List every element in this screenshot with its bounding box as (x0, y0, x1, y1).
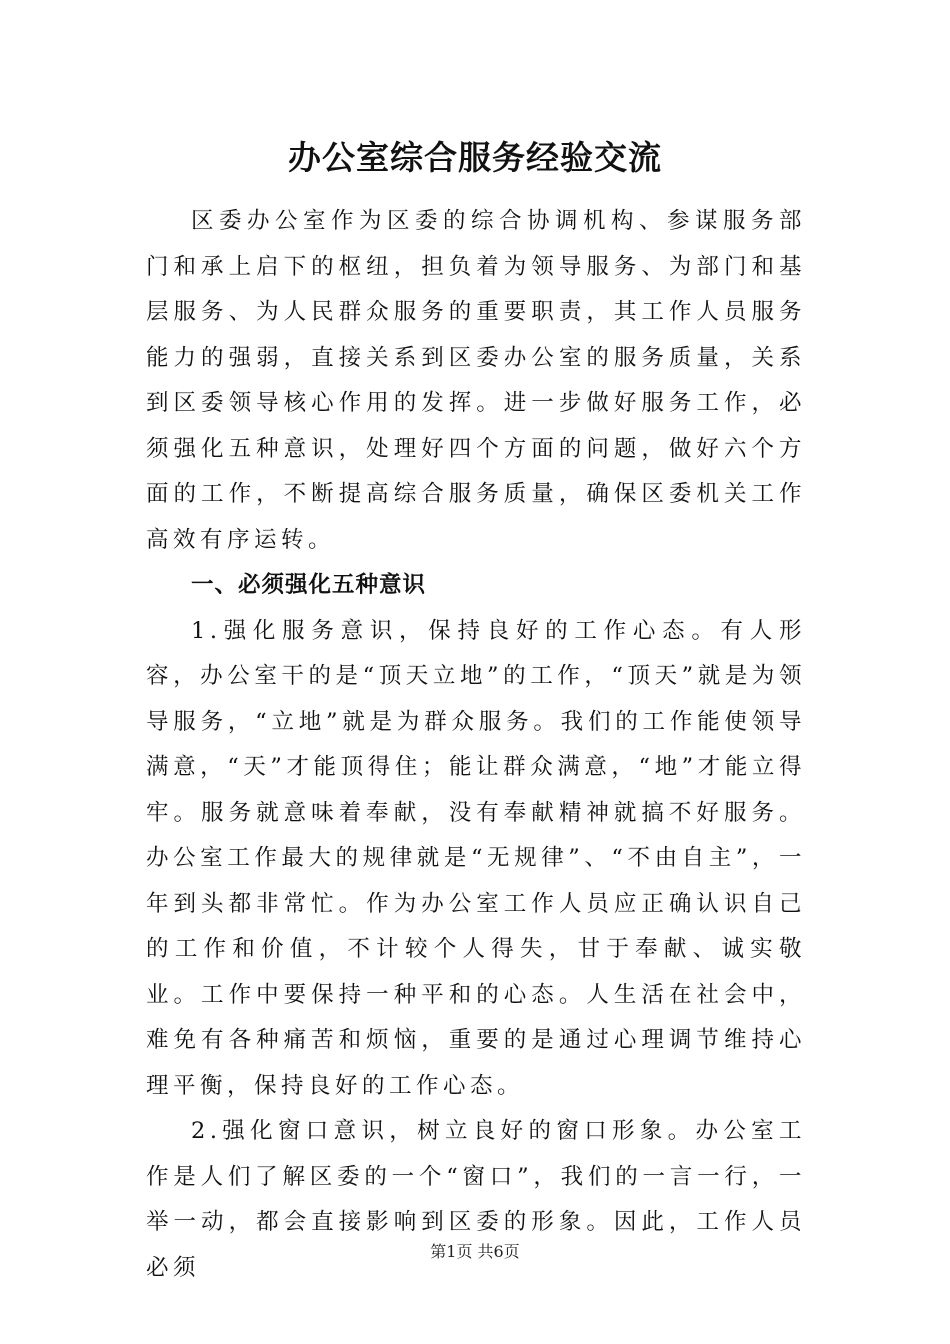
paragraph-service-awareness: 1.强化服务意识，保持良好的工作心态。有人形容，办公室干的是“顶天立地”的工作，“顶天”就是为领导服务，“立地”就是为群众服务。我们的工作能使领导满意，“天”才能顶得住；能让群众满意，“地”才能立得牢。服务就意味着奉献，没有奉献精神就搞不好服务。办公室工作最大的规律就是“无规律”、“不由自主”，一年到头都非常忙。作为办公室工作人员应正确认识自己的工作和价值，不计较个人得失，甘于奉献、诚实敬业。工作中要保持一种平和的心态。人生活在社会中，难免有各种痛苦和烦恼，重要的是通过心理调节维持心理平衡，保持良好的工作心态。 (146, 617, 806, 1099)
document-body (146, 199, 806, 1291)
section-heading: 一、必须强化五种意识 (191, 572, 427, 598)
page-number-footer: 第1页 共6页 (430, 1242, 520, 1261)
intro-paragraph: 区委办公室作为区委的综合协调机构、参谋服务部门和承上启下的枢纽，担负着为领导服务、为部门和基层服务、为人民群众服务的重要职责，其工作人员服务能力的强弱，直接关系到区委办公室的服务质量，关系到区委领导核心作用的发挥。进一步做好服务工作，必须强化五种意识，处理好四个方面的问题，做好六个方面的工作，不断提高综合服务质量，确保区委机关工作高效有序运转。 (146, 208, 806, 553)
document-title: 办公室综合服务经验交流 (288, 138, 662, 177)
paragraph-window-awareness: 2.强化窗口意识，树立良好的窗口形象。办公室工作是人们了解区委的一个“窗口”，我们的一言一行，一举一动，都会直接影响到区委的形象。因此，工作人员必须 (146, 1118, 806, 1281)
